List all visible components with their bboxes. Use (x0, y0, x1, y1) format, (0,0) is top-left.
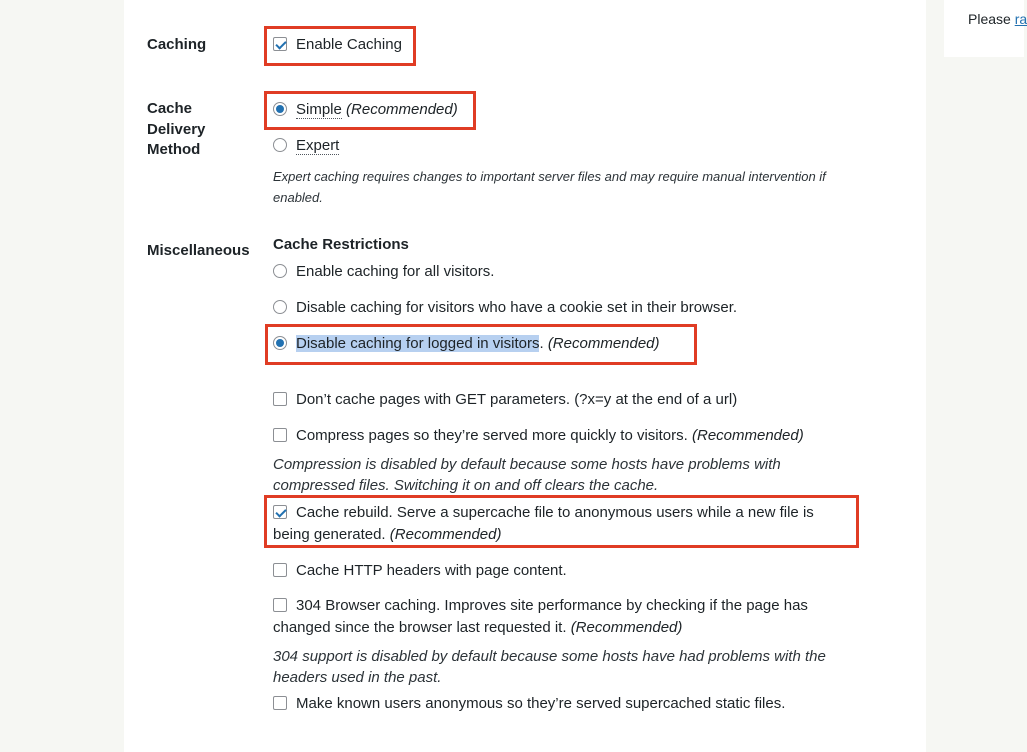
sidebar-text (968, 11, 1027, 27)
browser-304-option[interactable] (273, 595, 853, 639)
delivery-method-label: Cache Delivery Method (147, 100, 206, 158)
compress-recommended: (Recommended) (692, 427, 804, 444)
logged-in-recommended: (Recommended) (547, 335, 660, 352)
http-headers-text: Cache HTTP headers with page content. (296, 562, 567, 579)
highlight-box (264, 26, 416, 66)
all-visitors-radio[interactable] (273, 264, 287, 278)
http-headers-checkbox[interactable] (273, 563, 287, 577)
logged-in-visitors-text: Disable caching for logged in visitors (296, 335, 540, 352)
anonymous-users-checkbox[interactable] (273, 696, 287, 710)
expert-text: Expert (296, 137, 340, 154)
anonymous-users-text: Make known users anonymous so they’re served supercached static files. (296, 695, 786, 712)
browser-304-recommended: (Recommended) (570, 619, 683, 636)
browser-304-description: 304 support is disabled by default because some hosts have had problems with the headers used in the past. (273, 648, 826, 686)
enable-caching-text: Enable Caching (296, 36, 402, 53)
compress-option[interactable] (273, 425, 804, 447)
all-visitors-text: Enable caching for all visitors. (296, 263, 495, 280)
expert-radio[interactable] (273, 138, 287, 152)
cache-rebuild-text: Cache rebuild. Serve a supercache file to anonymous users while a new file is being generated. (273, 504, 814, 543)
sidebar-link[interactable]: ra (1014, 11, 1027, 27)
miscellaneous-label: Miscellaneous (147, 242, 250, 259)
highlight-box (265, 324, 697, 365)
cookie-visitors-option[interactable] (273, 297, 737, 319)
logged-in-visitors-period: . (539, 335, 544, 352)
http-headers-option[interactable] (273, 560, 567, 582)
compress-description: Compression is disabled by default because some hosts have problems with compressed files. Switching it on and off clears the cache. (273, 456, 781, 494)
cache-restrictions-title: Cache Restrictions (273, 236, 409, 253)
browser-304-checkbox[interactable] (273, 598, 287, 612)
get-params-option[interactable] (273, 389, 737, 411)
caching-label: Caching (147, 36, 207, 53)
get-params-checkbox[interactable] (273, 392, 287, 406)
browser-304-text: 304 Browser caching. Improves site performance by checking if the page has changed since the browser last requested it. (273, 597, 808, 636)
anonymous-users-option[interactable] (273, 693, 785, 715)
cookie-visitors-text: Disable caching for visitors who have a cookie set in their browser. (296, 299, 738, 316)
get-params-text: Don’t cache pages with GET parameters. (?x=y at the end of a url) (296, 391, 738, 408)
sidebar-box (944, 0, 1027, 57)
all-visitors-option[interactable] (273, 261, 494, 283)
expert-description: Expert caching requires changes to important server files and may require manual intervention if enabled. (273, 169, 826, 205)
cache-rebuild-recommended: (Recommended) (389, 526, 502, 543)
sidebar-text-label: Please (968, 11, 1015, 27)
compress-checkbox[interactable] (273, 428, 287, 442)
compress-text: Compress pages so they’re served more quickly to visitors. (296, 427, 688, 444)
highlight-box (264, 495, 859, 548)
expert-option[interactable] (273, 135, 339, 157)
highlight-box (264, 91, 476, 130)
simple-text: Simple (296, 101, 342, 118)
simple-recommended: (Recommended) (346, 101, 458, 118)
cookie-visitors-radio[interactable] (273, 300, 287, 314)
